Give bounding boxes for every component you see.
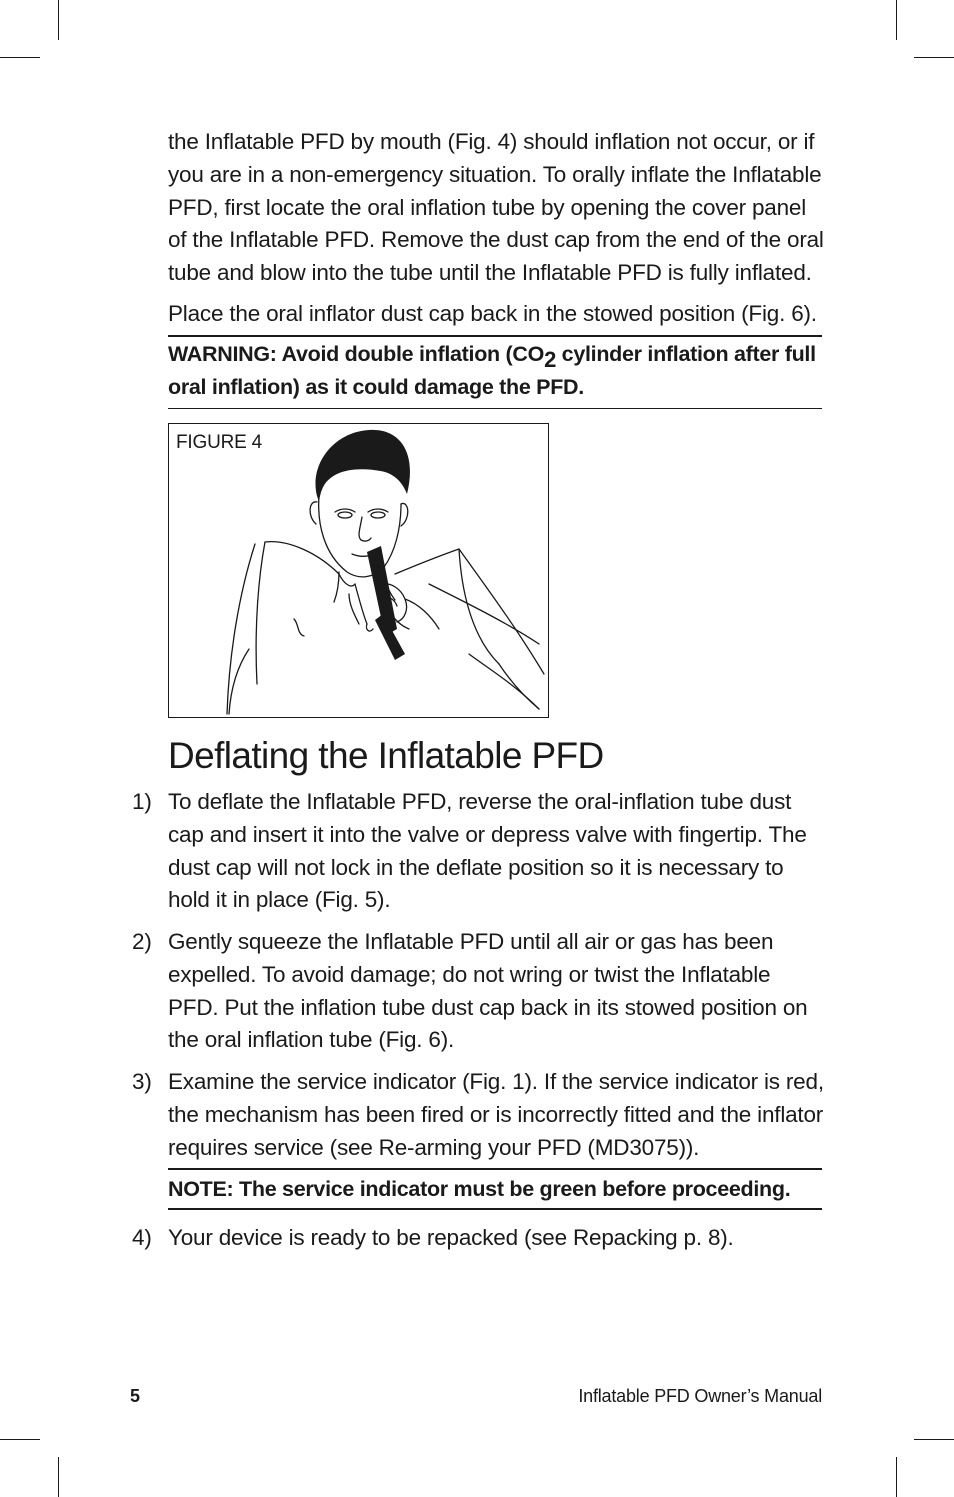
step-text: Your device is ready to be repacked (see Repacking p. 8). [168, 1225, 734, 1250]
crop-mark [58, 0, 59, 40]
intro-paragraph-stow: Place the oral inflator dust cap back in the stowed position (Fig. 6). [168, 301, 817, 326]
crop-mark [58, 1457, 59, 1497]
figure-label: FIGURE 4 [176, 432, 263, 453]
step-text: Gently squeeze the Inflatable PFD until all air or gas has been expelled. To avoid damage; do not wring or twist the Inflatable PFD. Put the inflation tube dust cap back in its stowed position on the oral inflation tube (Fig. 6). [168, 929, 808, 1053]
step-number: 2) [132, 929, 152, 954]
crop-mark [896, 0, 897, 40]
step-number: 3) [132, 1069, 152, 1094]
crop-mark [0, 1439, 40, 1440]
warning-bottom-rule [168, 408, 822, 409]
note-top-rule [168, 1168, 822, 1170]
note-bottom-rule [168, 1208, 822, 1210]
step-text: Examine the service indicator (Fig. 1). If the service indicator is red, the mechanism has been fired or is incorrectly fitted and the inflator requires service (see Re-arming your PFD (MD3075)). [168, 1069, 824, 1160]
warning-top-rule [168, 335, 822, 337]
person-inflating-pfd-illustration [169, 424, 548, 717]
warning-text: WARNING: Avoid double inflation ($CO_2$ cylinder inflation after full oral inflation) as it could damage the PFD. [168, 342, 816, 399]
step-text: To deflate the Inflatable PFD, reverse the oral-inflation tube dust cap and insert it into the valve or depress valve with fingertip. The dust cap will not lock in the deflate position so it is necessary to hold it in place (Fig. 5). [168, 789, 807, 913]
step-number: 4) [132, 1225, 152, 1250]
manual-title: Inflatable PFD Owner’s Manual [578, 1386, 822, 1406]
step-number: 1) [132, 789, 152, 814]
intro-paragraph: the Inflatable PFD by mouth (Fig. 4) should inflation not occur, or if you are in a non-emergency situation. To orally inflate the Inflatable PFD, first locate the oral inflation tube by opening the cover panel of the Inflatable PFD. Remove the dust cap from the end of the oral tube and blow into the tube until the Inflatable PFD is fully inflated. [168, 129, 824, 286]
figure-4 [168, 423, 549, 718]
note-text: NOTE: The service indicator must be green before proceeding. [168, 1177, 791, 1201]
page-number: 5 [130, 1386, 141, 1406]
hair-shape [316, 430, 410, 502]
crop-mark [914, 57, 954, 58]
crop-mark [0, 57, 40, 58]
section-heading: Deflating the Inflatable PFD [168, 735, 604, 776]
crop-mark [896, 1457, 897, 1497]
crop-mark [914, 1439, 954, 1440]
